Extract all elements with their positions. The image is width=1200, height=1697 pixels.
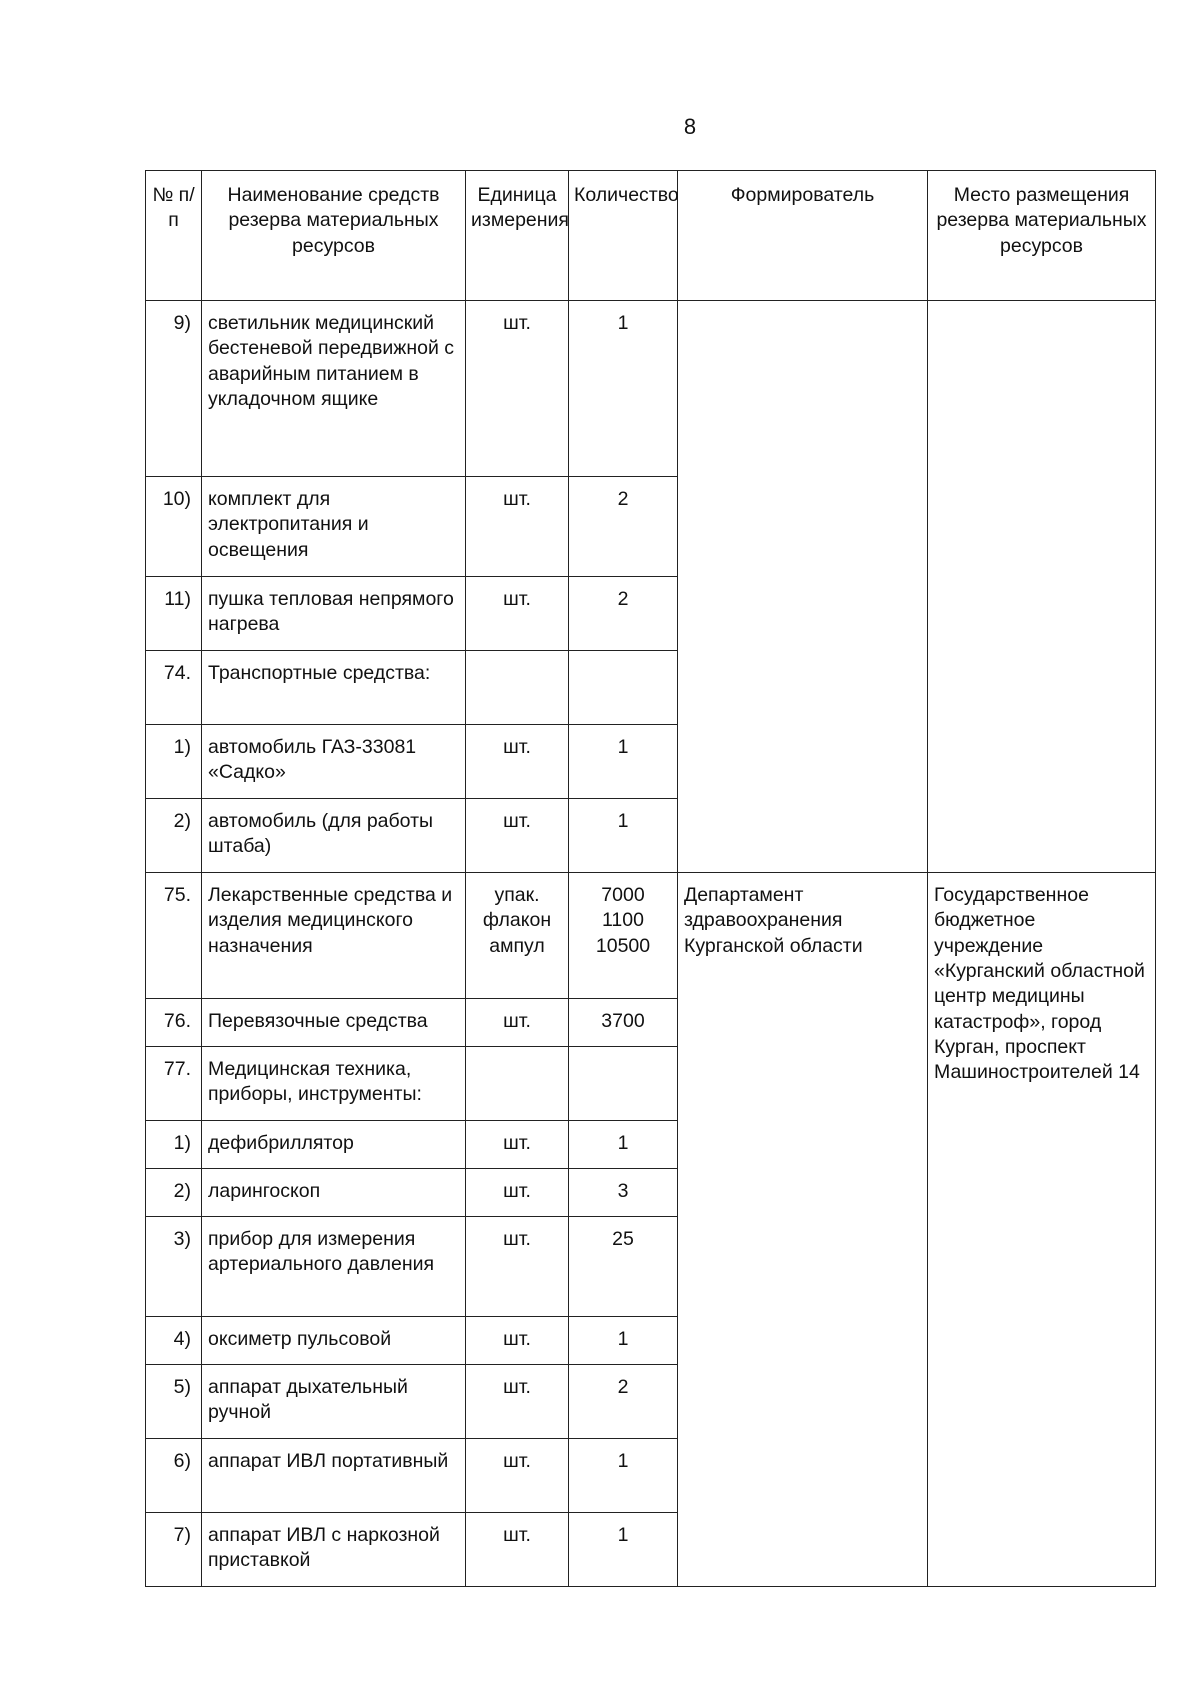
row-num: 4) — [146, 1317, 202, 1365]
row-unit-list — [466, 873, 569, 999]
page-number: 8 — [683, 114, 697, 139]
row-unit: упак. — [494, 884, 540, 906]
row-qty: 7000 — [601, 884, 645, 906]
row-qty: 1 — [569, 1513, 678, 1587]
row-qty: 2 — [569, 577, 678, 651]
header-name: Наименование средств резерва материальных ресурсов — [202, 171, 466, 301]
row-name: оксиметр пульсовой — [202, 1317, 466, 1365]
row-num: 6) — [146, 1439, 202, 1513]
row-unit: ампул — [489, 934, 545, 957]
row-unit: шт. — [466, 577, 569, 651]
row-qty: 1 — [569, 799, 678, 873]
row-num: 74. — [146, 651, 202, 725]
row-name: ларингоскоп — [202, 1169, 466, 1217]
header-qty: Количество — [569, 171, 678, 301]
table-row — [146, 873, 1156, 999]
row-num: 1) — [146, 1121, 202, 1169]
row-num: 2) — [146, 1169, 202, 1217]
table-row — [146, 301, 1156, 477]
row-name: комплект для электропитания и освещения — [202, 477, 466, 577]
row-num: 2) — [146, 799, 202, 873]
row-name: прибор для измерения артериального давления — [202, 1217, 466, 1317]
row-num: 7) — [146, 1513, 202, 1587]
header-num: № п/п — [146, 171, 202, 301]
row-unit: шт. — [466, 1513, 569, 1587]
row-unit: шт. — [466, 1121, 569, 1169]
row-qty-list — [569, 873, 678, 999]
place-cell-empty — [928, 301, 1156, 873]
row-name: дефибриллятор — [202, 1121, 466, 1169]
table-header-row — [146, 171, 1156, 301]
row-name: Перевязочные средства — [202, 999, 466, 1047]
row-unit: шт. — [466, 1217, 569, 1317]
row-unit: шт. — [466, 799, 569, 873]
row-name: светильник медицинский бестеневой передвижной с аварийным питанием в укладочном ящике — [202, 301, 466, 477]
row-name: Лекарственные средства и изделия медицинского назначения — [202, 873, 466, 999]
row-qty: 1 — [569, 725, 678, 799]
row-name: автомобиль (для работы штаба) — [202, 799, 466, 873]
row-qty: 1100 — [602, 909, 644, 932]
row-num: 1) — [146, 725, 202, 799]
row-unit: шт. — [466, 1317, 569, 1365]
row-name: Медицинская техника, приборы, инструменты: — [202, 1047, 466, 1121]
row-qty — [569, 651, 678, 725]
place-cell: Государственное бюджетное учреждение «Курганский областной центр медицины катастроф», город Курган, проспект Машиностроителей 14 — [928, 873, 1156, 1587]
row-qty: 1 — [569, 1439, 678, 1513]
row-qty: 10500 — [595, 934, 651, 957]
row-num: 11) — [146, 577, 202, 651]
row-num: 5) — [146, 1365, 202, 1439]
header-place: Место размещения резерва материальных ресурсов — [928, 171, 1156, 301]
former-cell-empty — [678, 301, 928, 873]
row-name: автомобиль ГАЗ-33081 «Садко» — [202, 725, 466, 799]
row-name: аппарат ИВЛ с наркозной приставкой — [202, 1513, 466, 1587]
row-num: 9) — [146, 301, 202, 477]
row-num: 75. — [146, 873, 202, 999]
header-unit: Единица измерения — [466, 171, 569, 301]
row-unit: шт. — [466, 1169, 569, 1217]
row-qty: 2 — [569, 477, 678, 577]
row-name: пушка тепловая непрямого нагрева — [202, 577, 466, 651]
row-unit: шт. — [466, 301, 569, 477]
row-unit: шт. — [466, 1439, 569, 1513]
row-qty: 1 — [569, 301, 678, 477]
row-name: аппарат дыхательный ручной — [202, 1365, 466, 1439]
row-num: 10) — [146, 477, 202, 577]
row-qty — [569, 1047, 678, 1121]
former-cell: Департамент здравоохранения Курганской области — [678, 873, 928, 1587]
row-qty: 3700 — [569, 999, 678, 1047]
header-former: Формирователь — [678, 171, 928, 301]
row-unit: флакон — [482, 909, 552, 932]
row-name: аппарат ИВЛ портативный — [202, 1439, 466, 1513]
row-unit: шт. — [466, 1365, 569, 1439]
row-unit: шт. — [466, 477, 569, 577]
row-num: 77. — [146, 1047, 202, 1121]
reserve-resources-table — [145, 170, 1156, 1587]
row-qty: 25 — [569, 1217, 678, 1317]
row-qty: 1 — [569, 1121, 678, 1169]
row-qty: 1 — [569, 1317, 678, 1365]
row-name: Транспортные средства: — [202, 651, 466, 725]
row-unit — [466, 1047, 569, 1121]
row-qty: 3 — [569, 1169, 678, 1217]
row-qty: 2 — [569, 1365, 678, 1439]
row-unit — [466, 651, 569, 725]
row-unit: шт. — [466, 725, 569, 799]
row-unit: шт. — [466, 999, 569, 1047]
row-num: 76. — [146, 999, 202, 1047]
row-num: 3) — [146, 1217, 202, 1317]
